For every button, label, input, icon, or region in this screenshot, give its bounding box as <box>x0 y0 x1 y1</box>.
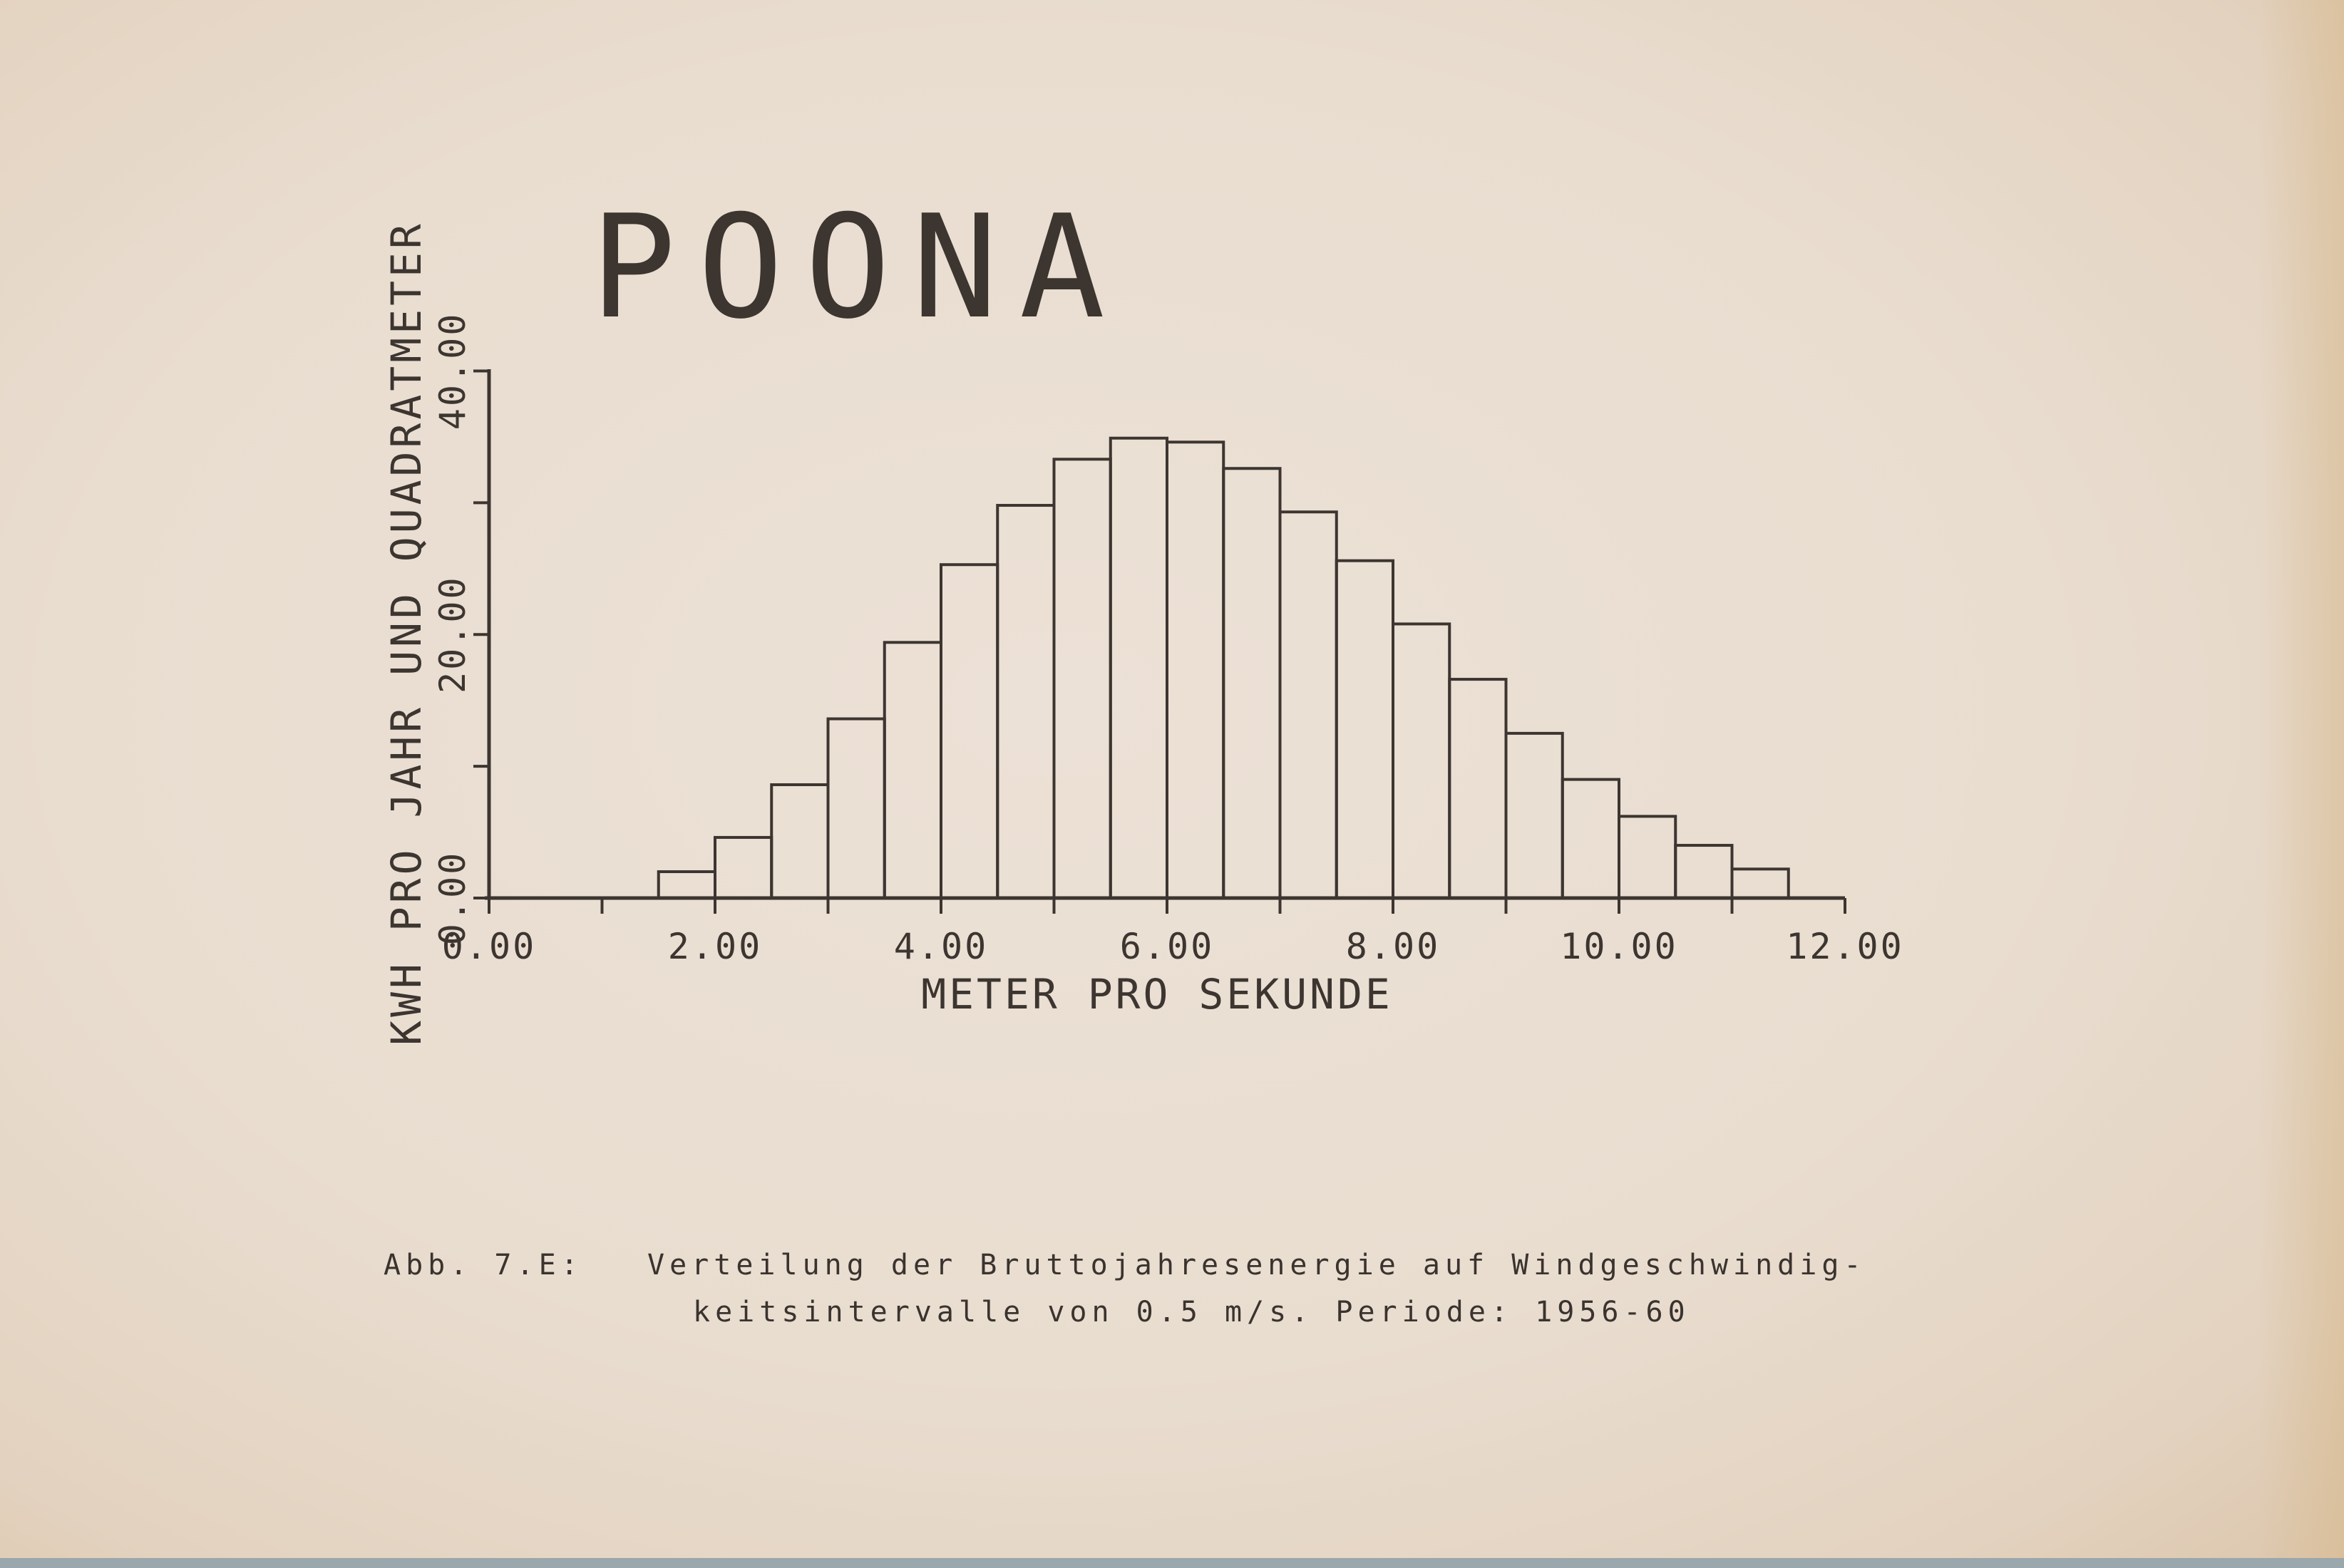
y-ticks-group <box>432 312 489 946</box>
histogram-bar <box>1280 512 1337 898</box>
x-tick-label: 8.00 <box>1345 926 1441 967</box>
histogram-bar <box>997 505 1054 898</box>
histogram-bar <box>1619 816 1675 898</box>
x-tick-label: 2.00 <box>667 926 763 967</box>
chart-title: POONA <box>590 185 1127 351</box>
histogram-bar <box>1506 733 1563 898</box>
x-tick-label: 0.00 <box>441 926 537 967</box>
histogram-bar <box>1563 780 1619 898</box>
x-tick-label: 4.00 <box>893 926 989 967</box>
histogram-bar <box>1449 679 1506 898</box>
x-tick-label: 12.00 <box>1786 926 1904 967</box>
caption-line-2: keitsintervalle von 0.5 m/s. Periode: 1956-60 <box>693 1296 1690 1329</box>
histogram-bar <box>1167 442 1223 898</box>
histogram-bar <box>941 564 997 898</box>
histogram-bar <box>1054 459 1111 898</box>
histogram-bar <box>885 642 941 898</box>
y-tick-label: 0.00 <box>432 850 473 946</box>
histogram-bar <box>715 837 771 898</box>
y-tick-label: 20.00 <box>432 575 473 693</box>
histogram-bar <box>659 872 715 898</box>
histogram-bar <box>1732 869 1789 898</box>
histogram-bar <box>1675 845 1732 898</box>
histogram-bar <box>1111 438 1167 898</box>
x-ticks-group <box>442 898 1904 967</box>
caption-line-1: Verteilung der Bruttojahresenergie auf Windgeschwindig- <box>647 1249 1866 1281</box>
caption-label: Abb. 7.E: <box>384 1249 583 1281</box>
histogram-bar <box>1337 561 1393 898</box>
histogram-bar <box>771 785 828 898</box>
bars-group <box>659 438 1789 898</box>
histogram-bar <box>828 719 885 898</box>
x-axis-label: METER PRO SEKUNDE <box>921 970 1393 1018</box>
x-tick-label: 6.00 <box>1119 926 1215 967</box>
histogram-bar <box>1223 468 1280 898</box>
x-tick-label: 10.00 <box>1560 926 1678 967</box>
y-axis-label: KWH PRO JAHR UND QUADRATMETER <box>382 220 431 1046</box>
y-tick-label: 40.00 <box>432 311 473 430</box>
histogram-bar <box>1393 624 1449 898</box>
